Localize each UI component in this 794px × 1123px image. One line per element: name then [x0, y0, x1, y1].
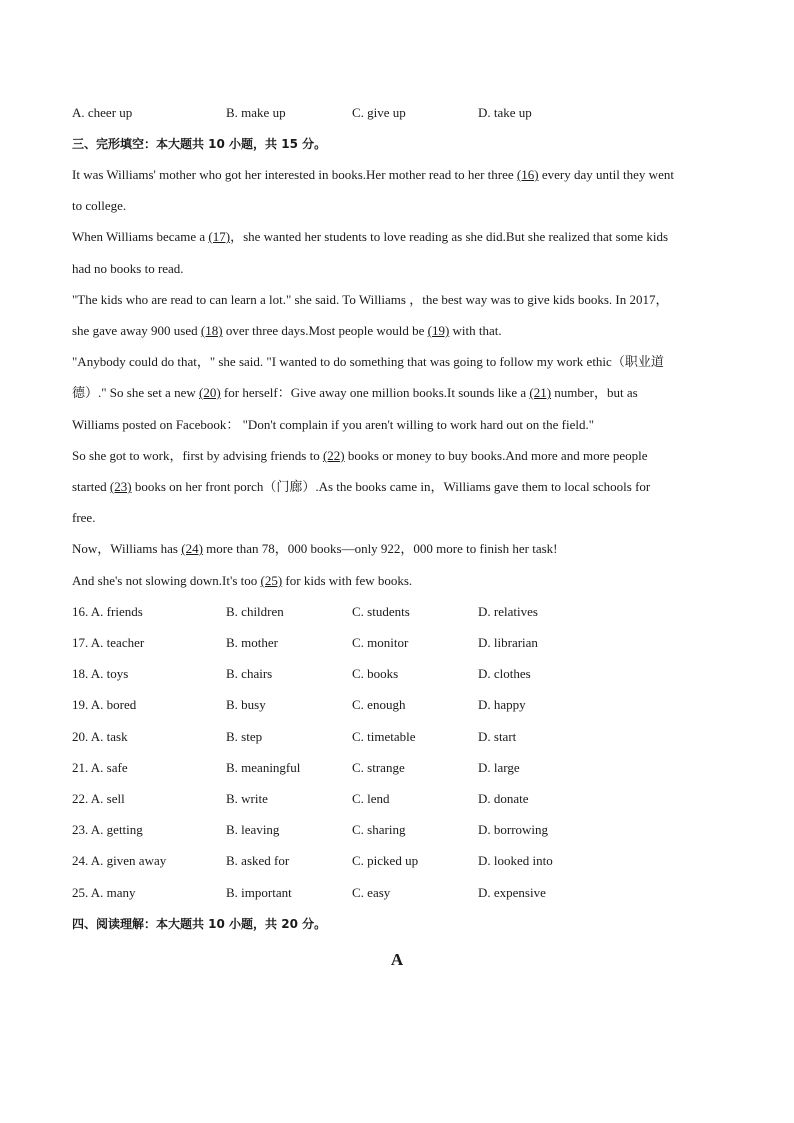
option-c[interactable]: C. picked up: [352, 853, 419, 868]
text: number，but as: [551, 385, 638, 400]
passage-line: [72, 167, 674, 183]
section-4-heading: 四、阅读理解：本大题共 10 小题，共 20 分。: [72, 917, 327, 931]
option-c: C. give up: [352, 105, 406, 120]
text: And she's not slowing down.It's too: [72, 573, 261, 588]
text: with that.: [449, 323, 502, 338]
blank-17: (17): [208, 229, 231, 244]
option-d[interactable]: D. relatives: [478, 604, 538, 619]
option-c[interactable]: C. books: [352, 666, 399, 681]
option-d[interactable]: D. start: [478, 729, 517, 744]
option-b[interactable]: B. busy: [226, 697, 266, 712]
option-c[interactable]: C. enough: [352, 697, 406, 712]
option-b[interactable]: B. write: [226, 791, 268, 806]
text: she gave away 900 used: [72, 323, 201, 338]
passage-line: free.: [72, 510, 96, 525]
question-25: [72, 885, 732, 901]
question-21: [72, 760, 732, 776]
text: for kids with few books.: [282, 573, 413, 588]
option-a[interactable]: 22. A. sell: [72, 791, 125, 806]
question-17: [72, 635, 732, 651]
option-c[interactable]: C. easy: [352, 885, 391, 900]
option-a[interactable]: 24. A. given away: [72, 853, 167, 868]
passage-line: Williams posted on Facebook： "Don't complain if you aren't willing to work hard out on the field.": [72, 417, 595, 432]
option-c[interactable]: C. sharing: [352, 822, 406, 837]
question-19: [72, 697, 732, 713]
option-d[interactable]: D. clothes: [478, 666, 531, 681]
option-a[interactable]: 18. A. toys: [72, 666, 129, 681]
blank-22: (22): [322, 448, 345, 463]
question-22: [72, 791, 732, 807]
option-d[interactable]: D. librarian: [478, 635, 538, 650]
text: It was Williams' mother who got her interested in books.Her mother read to her three: [72, 167, 517, 182]
passage-line: [72, 323, 502, 339]
option-a[interactable]: 17. A. teacher: [72, 635, 145, 650]
passage-line: "The kids who are read to can learn a lot." she said. To Williams ，the best way was to give kids books. In 2017，: [72, 292, 669, 307]
passage-line: [72, 229, 668, 245]
option-b: B. make up: [226, 105, 286, 120]
option-b[interactable]: B. important: [226, 885, 292, 900]
option-b[interactable]: B. chairs: [226, 666, 273, 681]
text: every day until they went: [538, 167, 674, 182]
blank-21: (21): [529, 385, 552, 400]
question-18: [72, 666, 732, 682]
option-d[interactable]: D. expensive: [478, 885, 546, 900]
option-c[interactable]: C. students: [352, 604, 410, 619]
option-b[interactable]: B. step: [226, 729, 263, 744]
blank-25: (25): [260, 573, 283, 588]
passage-line: to college.: [72, 198, 127, 213]
text: books or money to buy books.And more and more people: [344, 448, 648, 463]
question-20: [72, 729, 732, 745]
text: for herself：Give away one million books.It sounds like a: [220, 385, 530, 400]
passage-line: "Anybody could do that，" she said. "I wanted to do something that was going to follow my work ethic（职业道: [72, 354, 664, 369]
option-b[interactable]: B. mother: [226, 635, 278, 650]
option-a[interactable]: 16. A. friends: [72, 604, 143, 619]
option-b[interactable]: B. leaving: [226, 822, 280, 837]
text: books on her front porch（门廊）.As the books came in，Williams gave them to local schools for: [131, 479, 651, 494]
option-b[interactable]: B. children: [226, 604, 284, 619]
blank-20: (20): [199, 385, 221, 400]
question-24: [72, 853, 732, 869]
question-16: [72, 604, 732, 620]
reading-passage-label: A: [390, 950, 404, 969]
passage-line: had no books to read.: [72, 261, 184, 276]
section-3-heading: 三、完形填空：本大题共 10 小题，共 15 分。: [72, 137, 327, 151]
question-23: [72, 822, 732, 838]
passage-line: [72, 479, 650, 495]
option-a[interactable]: 19. A. bored: [72, 697, 137, 712]
option-d[interactable]: D. large: [478, 760, 520, 775]
blank-23: (23): [109, 479, 132, 494]
option-a[interactable]: 25. A. many: [72, 885, 136, 900]
option-a[interactable]: 21. A. safe: [72, 760, 128, 775]
passage-line: [72, 385, 638, 401]
previous-question-options: [72, 105, 732, 121]
passage-line: [72, 573, 412, 589]
option-d[interactable]: D. donate: [478, 791, 529, 806]
blank-24: (24): [181, 541, 203, 556]
option-a[interactable]: 20. A. task: [72, 729, 128, 744]
option-d[interactable]: D. looked into: [478, 853, 553, 868]
option-c[interactable]: C. timetable: [352, 729, 416, 744]
text: So she got to work，first by advising friends to: [72, 448, 323, 463]
text: Now，Williams has: [72, 541, 182, 556]
option-c[interactable]: C. strange: [352, 760, 405, 775]
text: more than 78，000 books—only 922，000 more to finish her task!: [202, 541, 558, 556]
blank-19: (19): [427, 323, 450, 338]
option-a: A. cheer up: [72, 105, 133, 120]
option-b[interactable]: B. meaningful: [226, 760, 301, 775]
option-c[interactable]: C. lend: [352, 791, 390, 806]
text: over three days.Most people would be: [222, 323, 428, 338]
text: 德）." So she set a new: [72, 385, 199, 400]
blank-18: (18): [200, 323, 223, 338]
option-d[interactable]: D. happy: [478, 697, 526, 712]
text: started: [72, 479, 110, 494]
option-a[interactable]: 23. A. getting: [72, 822, 143, 837]
text: ，she wanted her students to love reading as she did.But she realized that some kids: [230, 229, 669, 244]
option-d: D. take up: [478, 105, 532, 120]
text: When Williams became a: [72, 229, 209, 244]
option-d[interactable]: D. borrowing: [478, 822, 549, 837]
option-c[interactable]: C. monitor: [352, 635, 409, 650]
passage-line: [72, 448, 648, 464]
option-b[interactable]: B. asked for: [226, 853, 290, 868]
passage-line: [72, 541, 558, 557]
blank-16: (16): [516, 167, 539, 182]
